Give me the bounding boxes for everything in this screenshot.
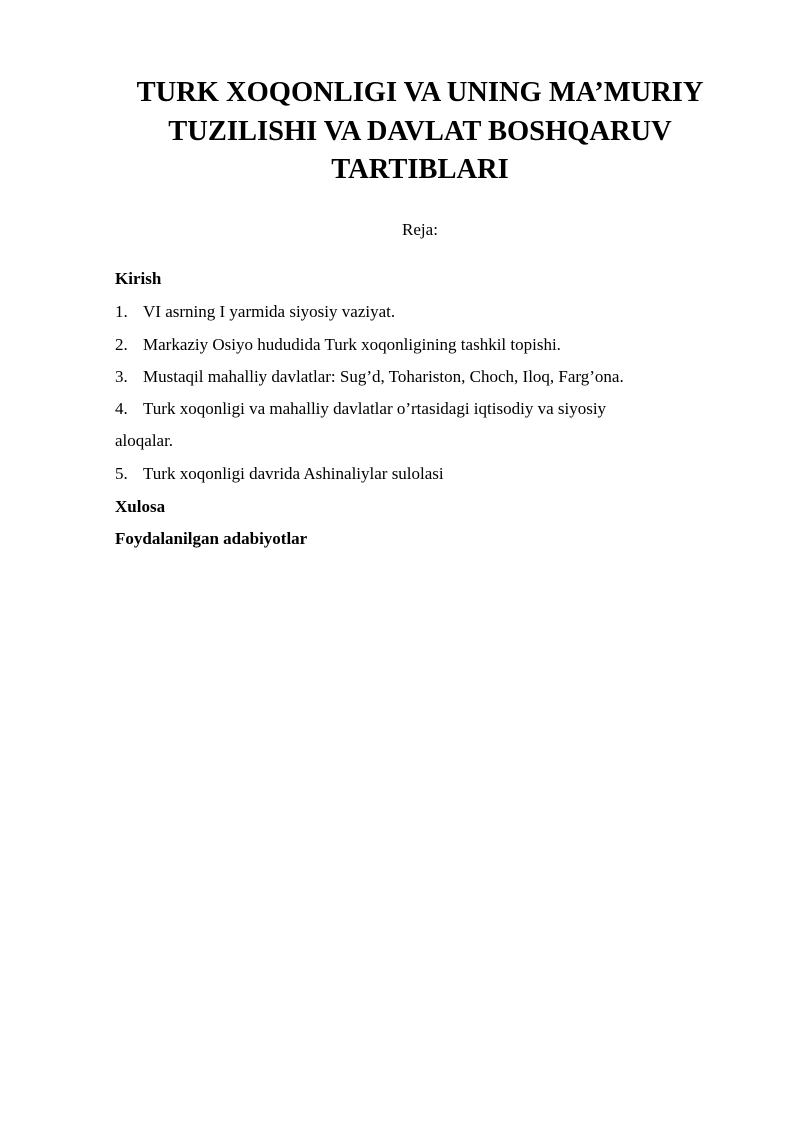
plan-item-number: 5. [115, 464, 128, 483]
plan-label: Reja: [402, 220, 438, 239]
references-heading: Foydalanilgan adabiyotlar [115, 529, 308, 548]
plan-item-number: 3. [115, 367, 128, 386]
plan-item-4 [115, 398, 715, 420]
plan-item-4-continuation: aloqalar. [115, 431, 174, 450]
document-title: TURK XOQONLIGI VA UNING MA’MURIY TUZILISHI VA DAVLAT BOSHQARUV TARTIBLARI [136, 77, 704, 185]
conclusion-heading: Xulosa [115, 497, 166, 516]
plan-item-1 [115, 301, 715, 323]
plan-item-number: 2. [115, 335, 128, 354]
plan-item-text: Turk xoqonligi va mahalliy davlatlar o’rtasidagi iqtisodiy va siyosiy [143, 399, 607, 418]
plan-item-number: 1. [115, 302, 128, 321]
plan-item-text: Markaziy Osiyo hududida Turk xoqonligining tashkil topishi. [143, 335, 561, 354]
plan-item-text: VI asrning I yarmida siyosiy vaziyat. [143, 302, 396, 321]
intro-heading: Kirish [115, 269, 162, 288]
plan-item-5 [115, 463, 715, 485]
plan-item-2 [115, 334, 715, 356]
plan-item-text: Turk xoqonligi davrida Ashinaliylar sulolasi [143, 464, 444, 483]
plan-item-number: 4. [115, 399, 128, 418]
plan-item-3 [115, 366, 715, 388]
plan-item-text: Mustaqil mahalliy davlatlar: Sug’d, Tohariston, Choch, Iloq, Farg’ona. [143, 367, 624, 386]
